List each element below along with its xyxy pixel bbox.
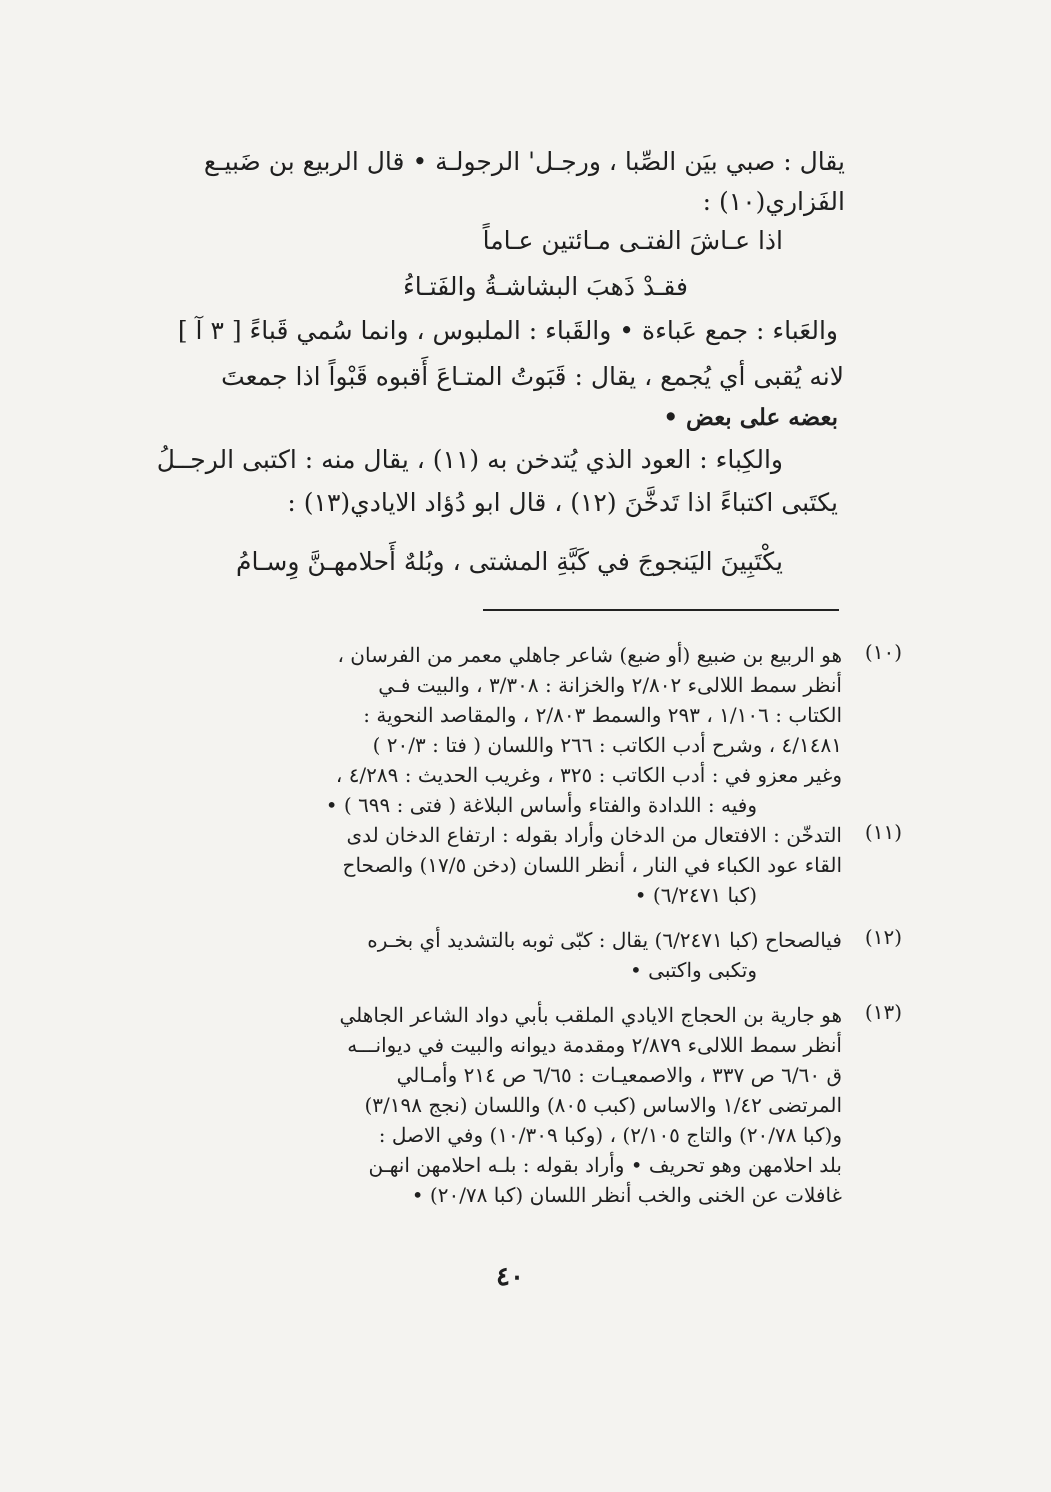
footnote-10 xyxy=(182,640,902,820)
verse-2: يكْتَبِينَ اليَنجوجَ في كَبَّةِ المشتى ، وبُلهٌ أَحلامهـنَّ وِسـامُ xyxy=(236,547,783,576)
footnote-number: (١٢) xyxy=(864,925,902,949)
paragraph-2-line-1: والعَباء : جمع عَباءة • والقَباء : الملبوس ، وانما سُمي قَباءً [ ٣ آ ] xyxy=(177,316,838,345)
footnote-line: هو الربيع بن ضبيع (أو ضبع) شاعر جاهلي معمر من الفرسان ، xyxy=(337,643,842,667)
footnote-line: التدخّن : الافتعال من الدخان وأراد بقوله : ارتفاع الدخان لدى xyxy=(346,823,842,847)
footnote-line: القاء عود الكباء في النار ، أنظر اللسان (دخن ١٧/٥) والصحاح xyxy=(342,853,842,877)
footnote-line: وغير معزو في : أدب الكاتب : ٣٢٥ ، وغريب الحديث : ٤/٢٨٩ ، xyxy=(335,763,842,787)
footnote-line: ٤/١٤٨١ ، وشرح أدب الكاتب : ٢٦٦ واللسان ( فتا : ٢٠/٣ ) xyxy=(372,733,842,757)
footnote-line: و(كبا ٢٠/٧٨) والتاج ٢/١٠٥) ، (وكبا ١٠/٣٠٩) وفي الاصل : xyxy=(378,1123,842,1147)
footnote-12 xyxy=(182,925,902,985)
footnote-number: (١٠) xyxy=(864,640,902,664)
footnote-line: فيالصحاح (كبا ٦/٢٤٧١) يقال : كبّى ثوبه بالتشديد أي بخـره xyxy=(367,928,842,952)
paragraph-1-line-2: الفَزاري(١٠) : xyxy=(702,187,845,216)
page-number: ٤٠ xyxy=(496,1262,524,1292)
paragraph-3-line-1: والكِباء : العود الذي يُتدخن به (١١) ، يقال منه : اكتبى الرجــلُ xyxy=(156,445,783,474)
footnote-line: الكتاب : ١/١٠٦ ، ٢٩٣ والسمط ٢/٨٠٣ ، والمقاصد النحوية : xyxy=(363,703,842,727)
footnote-11 xyxy=(182,820,902,910)
footnote-line: وتكبى واكتبى • xyxy=(630,958,757,982)
footnote-line: أنظر سمط اللالىء ٢/٨٠٢ والخزانة : ٣/٣٠٨ ، والبيت فـي xyxy=(378,673,842,697)
footnote-line: وفيه : اللدادة والفتاء وأساس البلاغة ( فتى : ٦٩٩ ) • xyxy=(325,793,757,817)
footnote-line: غافلات عن الخنى والخب أنظر اللسان (كبا ٢٠/٧٨) • xyxy=(411,1183,842,1207)
verse-1-first-hemistich: اذا عـاشَ الفتـى مـائتين عـاماً xyxy=(482,226,783,255)
paragraph-1-line-1: يقال : صبي بيَن الصِّبا ، ورجـل' الرجولـة • قال الربيع بن ضَبيـع xyxy=(203,147,845,176)
footnote-line: هو جارية بن الحجاج الايادي الملقب بأبي دواد الشاعر الجاهلي xyxy=(339,1003,842,1027)
footnote-number: (١١) xyxy=(864,820,902,844)
paragraph-2-line-2: لانه يُقبى أي يُجمع ، يقال : قَبَوتُ المتـاعَ أَقبوه قَبْواً اذا جمعتَ xyxy=(221,362,844,391)
footnote-line: المرتضى ١/٤٢ والاساس (كبب ٨٠٥) واللسان (نجج ٣/١٩٨) xyxy=(364,1093,842,1117)
footnote-line: أنظر سمط اللالىء ٢/٨٧٩ ومقدمة ديوانه والبيت في ديوانـــه xyxy=(347,1033,842,1057)
footnote-divider xyxy=(483,609,839,611)
verse-1-second-hemistich: فقـدْ ذَهبَ البشاشـةُ والفَتـاءُ xyxy=(403,272,688,301)
paragraph-2-line-3: بعضه على بعض • xyxy=(663,404,838,431)
footnote-line: بلد احلامهن وهو تحريف • وأراد بقوله : بلـه احلامهن انهـن xyxy=(368,1153,842,1177)
footnote-number: (١٣) xyxy=(864,1000,902,1024)
paragraph-3-line-2: يكتَبى اكتباءً اذا تَدخَّنَ (١٢) ، قال ابو دُؤاد الايادي(١٣) : xyxy=(287,488,838,517)
footnote-line: (كبا ٦/٢٤٧١) • xyxy=(634,883,757,907)
footnote-line: ق ٦/٦٠ ص ٣٣٧ ، والاصمعيـات : ٦/٦٥ ص ٢١٤ وأمـالي xyxy=(396,1063,842,1087)
footnote-13 xyxy=(182,1000,902,1210)
